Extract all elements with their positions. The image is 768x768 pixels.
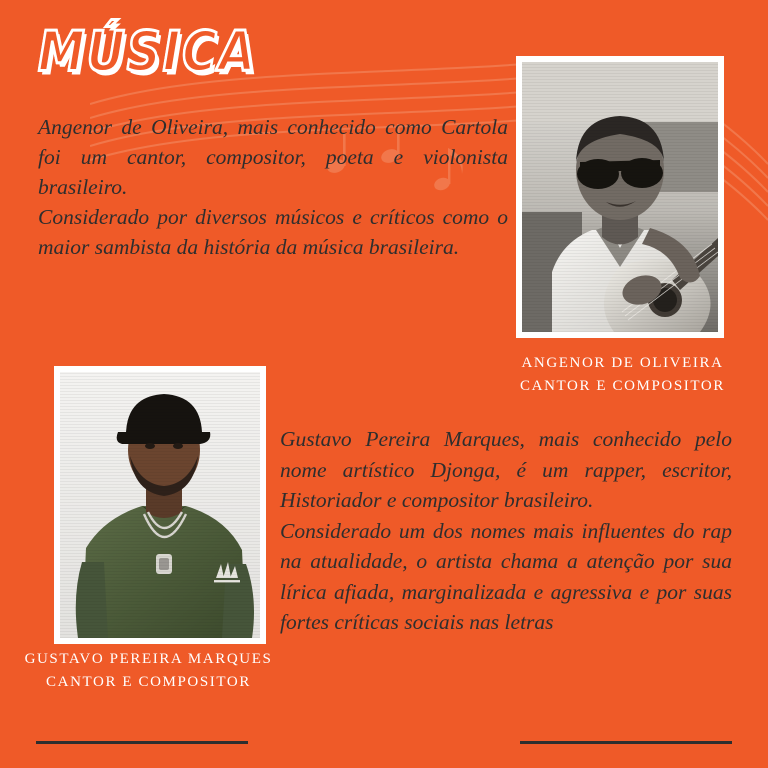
djonga-photo-frame [54, 366, 266, 644]
djonga-caption-role: CANTOR E COMPOSITOR [46, 674, 251, 691]
page-title: MÚSICA [38, 20, 258, 85]
cartola-caption-role: CANTOR E COMPOSITOR [520, 378, 725, 395]
footer-rule-left [36, 741, 248, 744]
cartola-description [38, 112, 508, 262]
djonga-caption-name: GUSTAVO PEREIRA MARQUES [24, 651, 273, 667]
djonga-photo [60, 372, 260, 638]
cartola-photo-frame [516, 56, 724, 338]
photo-grain-overlay-2 [60, 372, 260, 638]
cartola-caption-name: ANGENOR DE OLIVEIRA [521, 355, 724, 371]
djonga-description [280, 424, 732, 638]
cartola-photo [522, 62, 718, 332]
footer-rule-right [520, 741, 732, 744]
cartola-paragraph-2: Considerado por diversos músicos e críticos como o maior sambista da história da música brasileira. [38, 205, 508, 260]
cartola-paragraph-1: Angenor de Oliveira, mais conhecido como Cartola foi um cantor, compositor, poeta e violonista brasileiro. [38, 115, 508, 200]
djonga-paragraph-2: Considerado um dos nomes mais influentes do rap na atualidade, o artista chama a atenção por sua lírica afiada, marginalizada e agressiva e por suas fortes críticas sociais nas letras [280, 518, 732, 635]
cartola-caption [500, 352, 745, 399]
photo-grain-overlay [522, 62, 718, 332]
djonga-caption [6, 648, 291, 695]
djonga-paragraph-1: Gustavo Pereira Marques, mais conhecido pelo nome artístico Djonga, é um rapper, escritor, Historiador e compositor brasileiro. [280, 427, 732, 513]
